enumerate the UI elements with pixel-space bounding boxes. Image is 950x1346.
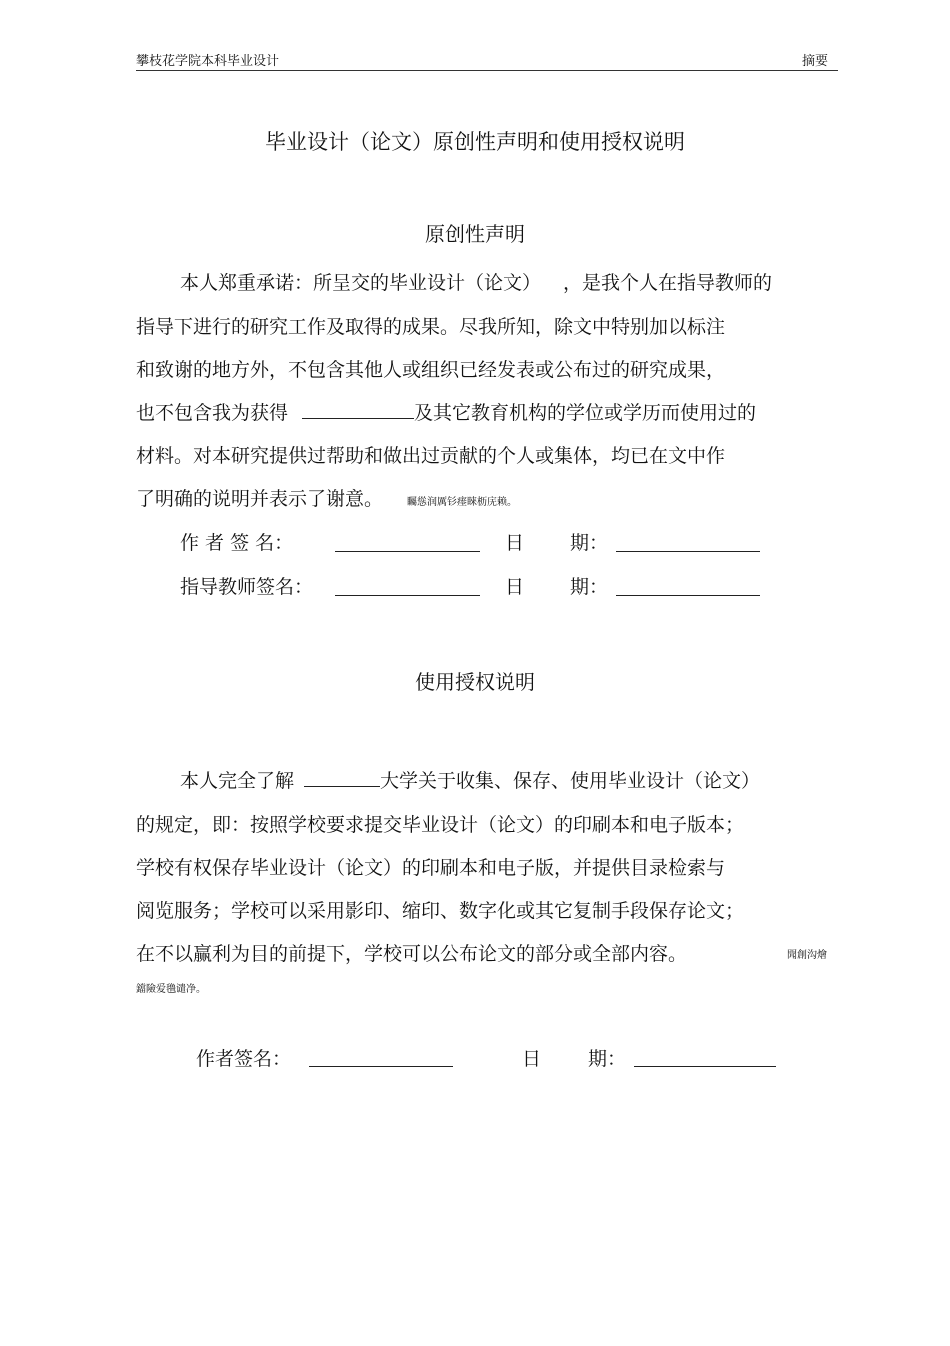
authorization-line-2: 的规定，即：按照学校要求提交毕业设计（论文）的印刷本和电子版本； xyxy=(136,814,745,836)
originality-line-5: 材料。对本研究提供过帮助和做出过贡献的个人或集体，均已在文中作 xyxy=(136,445,726,467)
originality-line-3: 和致谢的地方外，不包含其他人或组织已经发表或公布过的研究成果， xyxy=(136,359,726,381)
advisor-date-label-2: 期： xyxy=(570,576,609,598)
advisor-date-label-1: 日 xyxy=(505,576,525,598)
author-date-label-1: 日 xyxy=(505,532,525,554)
authorization-line-3: 学校有权保存毕业设计（论文）的印刷本和电子版，并提供目录检索与 xyxy=(136,857,726,879)
originality-line-6-note: 矚慫润厲钐瘗睞枥庑赖。 xyxy=(407,497,518,508)
degree-blank xyxy=(302,400,414,419)
originality-line-1-b: ，是我个人在指导教师的 xyxy=(563,272,773,294)
auth-date-label-1: 日 xyxy=(522,1048,542,1070)
originality-line-1-a: 本人郑重承诺：所呈交的毕业设计（论文） xyxy=(180,272,542,294)
originality-line-6-text: 了明确的说明并表示了谢意。 xyxy=(136,488,384,510)
header-school-title: 攀枝花学院本科毕业设计 xyxy=(136,54,280,69)
auth-date-line xyxy=(634,1066,776,1067)
advisor-date-line xyxy=(616,595,760,596)
originality-heading: 原创性声明 xyxy=(425,222,525,246)
authorization-heading: 使用授权说明 xyxy=(415,670,535,694)
authorization-line-6-note: 鐺險爱氇谴净。 xyxy=(136,984,206,995)
originality-line-6 xyxy=(136,484,517,511)
page-title: 毕业设计（论文）原创性声明和使用授权说明 xyxy=(265,130,685,154)
authorization-line-5: 在不以赢利为目的前提下，学校可以公布论文的部分或全部内容。 xyxy=(136,943,688,965)
authorization-line-5-note: 聞創沟燴 xyxy=(787,950,827,961)
authorization-line-4: 阅览服务；学校可以采用影印、缩印、数字化或其它复制手段保存论文； xyxy=(136,900,745,922)
authorization-line-1-b: 大学关于收集、保存、使用毕业设计（论文） xyxy=(380,770,761,792)
originality-line-4-a: 也不包含我为获得 xyxy=(136,402,289,424)
auth-author-signature-line xyxy=(309,1066,453,1067)
university-blank xyxy=(304,768,380,787)
originality-line-4 xyxy=(136,398,756,425)
header-section-title: 摘要 xyxy=(801,54,828,69)
author-signature-line xyxy=(335,551,480,552)
advisor-signature-label: 指导教师签名： xyxy=(180,576,314,598)
auth-date-label-2: 期： xyxy=(588,1048,627,1070)
originality-line-1 xyxy=(180,268,772,295)
author-signature-label: 作 者 签 名： xyxy=(180,532,294,554)
originality-line-2: 指导下进行的研究工作及取得的成果。尽我所知，除文中特别加以标注 xyxy=(136,316,726,338)
originality-line-4-b: 及其它教育机构的学位或学历而使用过的 xyxy=(414,402,757,424)
authorization-line-1 xyxy=(180,766,760,793)
author-date-label-2: 期： xyxy=(570,532,609,554)
author-date-line xyxy=(616,551,760,552)
advisor-signature-line xyxy=(335,595,480,596)
page-header xyxy=(136,48,838,71)
auth-author-signature-label: 作者签名： xyxy=(196,1048,292,1070)
authorization-line-1-a: 本人完全了解 xyxy=(180,770,295,792)
